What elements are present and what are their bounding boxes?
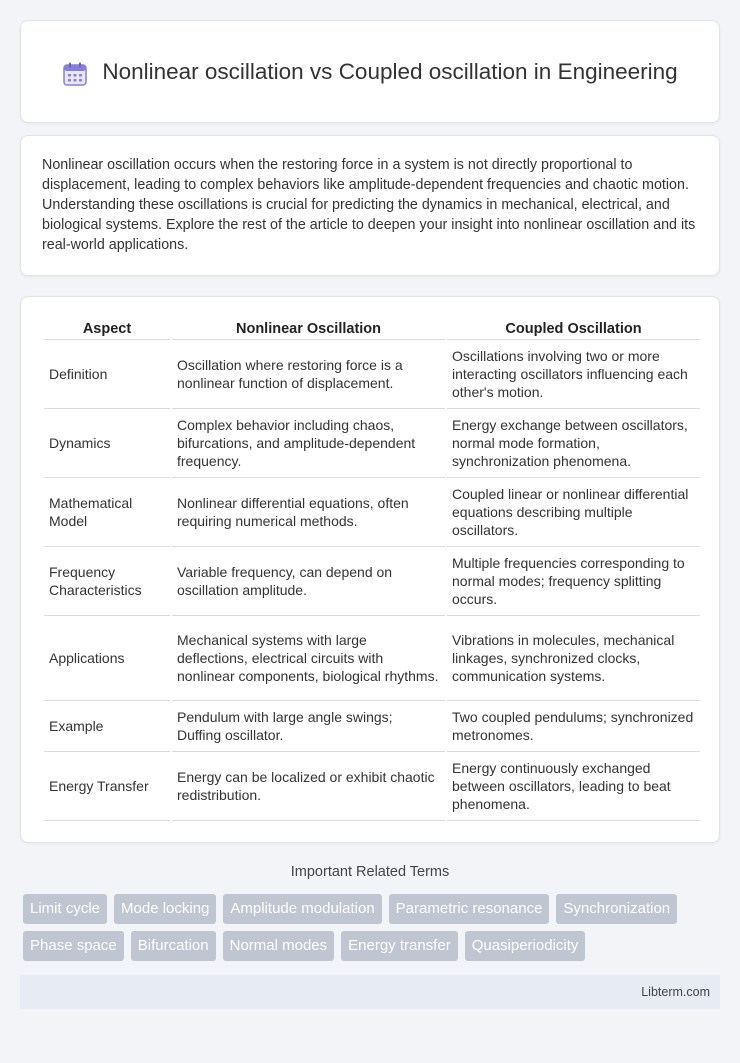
related-terms-title: Important Related Terms <box>290 864 450 880</box>
header-coupled: Coupled Oscillation <box>447 316 700 340</box>
intro-paragraph: Nonlinear oscillation occurs when the restoring force in a system is not directly proportional to displacement, leading to complex behaviors like amplitude-dependent frequencies and chaotic motion. Understanding these oscillations is crucial for predicting the dynamics in mechanical, electrical, and biological systems. Explore the rest of the article to deepen your insight into nonlinear oscillation and its real-world applications. <box>42 157 696 253</box>
related-terms-list <box>23 894 720 961</box>
row-aspect: Dynamics <box>44 409 170 478</box>
row-nonlinear: Complex behavior including chaos, bifurcations, and amplitude-dependent frequency. <box>172 409 445 478</box>
table-row <box>44 701 700 752</box>
table-row <box>44 616 700 701</box>
row-nonlinear: Oscillation where restoring force is a nonlinear function of displacement. <box>172 340 445 409</box>
term-tag[interactable]: Energy transfer <box>341 931 458 961</box>
table-header-row <box>44 316 700 340</box>
row-coupled: Multiple frequencies corresponding to normal modes; frequency splitting occurs. <box>447 547 700 616</box>
comparison-table-card <box>20 296 720 843</box>
row-coupled: Energy exchange between oscillators, normal mode formation, synchronization phenomena. <box>447 409 700 478</box>
intro-card <box>20 135 720 276</box>
header-aspect: Aspect <box>44 316 170 340</box>
row-aspect: Energy Transfer <box>44 752 170 821</box>
table-row <box>44 409 700 478</box>
row-nonlinear: Variable frequency, can depend on oscillation amplitude. <box>172 547 445 616</box>
row-coupled: Oscillations involving two or more interacting oscillators influencing each other's motion. <box>447 340 700 409</box>
row-coupled: Energy continuously exchanged between oscillators, leading to beat phenomena. <box>447 752 700 821</box>
footer-site-link[interactable]: Libterm.com <box>641 985 710 999</box>
row-coupled: Vibrations in molecules, mechanical linkages, synchronized clocks, communication systems. <box>447 616 700 701</box>
term-tag[interactable]: Parametric resonance <box>389 894 550 924</box>
row-nonlinear: Pendulum with large angle swings; Duffing oscillator. <box>172 701 445 752</box>
term-tag[interactable]: Bifurcation <box>131 931 216 961</box>
row-aspect: Definition <box>44 340 170 409</box>
table-row <box>44 752 700 821</box>
term-tag[interactable]: Limit cycle <box>23 894 107 924</box>
term-tag[interactable]: Synchronization <box>556 894 677 924</box>
term-tag[interactable]: Quasiperiodicity <box>465 931 586 961</box>
term-tag[interactable]: Phase space <box>23 931 124 961</box>
calendar-icon <box>62 61 88 87</box>
row-nonlinear: Energy can be localized or exhibit chaotic redistribution. <box>172 752 445 821</box>
row-aspect: Example <box>44 701 170 752</box>
row-coupled: Coupled linear or nonlinear differential equations describing multiple oscillators. <box>447 478 700 547</box>
term-tag[interactable]: Mode locking <box>114 894 216 924</box>
row-aspect: Applications <box>44 616 170 701</box>
table-row <box>44 340 700 409</box>
page-title: Nonlinear oscillation vs Coupled oscillation in Engineering <box>102 58 678 84</box>
footer <box>20 975 720 1009</box>
term-tag[interactable]: Amplitude modulation <box>223 894 381 924</box>
row-aspect: Frequency Characteristics <box>44 547 170 616</box>
row-nonlinear: Mechanical systems with large deflections, electrical circuits with nonlinear components, biological rhythms. <box>172 616 445 701</box>
table-row <box>44 547 700 616</box>
term-tag[interactable]: Normal modes <box>223 931 335 961</box>
comparison-table <box>42 316 702 821</box>
row-nonlinear: Nonlinear differential equations, often requiring numerical methods. <box>172 478 445 547</box>
row-coupled: Two coupled pendulums; synchronized metronomes. <box>447 701 700 752</box>
header-nonlinear: Nonlinear Oscillation <box>172 316 445 340</box>
header-card <box>20 20 720 123</box>
row-aspect: Mathematical Model <box>44 478 170 547</box>
table-row <box>44 478 700 547</box>
